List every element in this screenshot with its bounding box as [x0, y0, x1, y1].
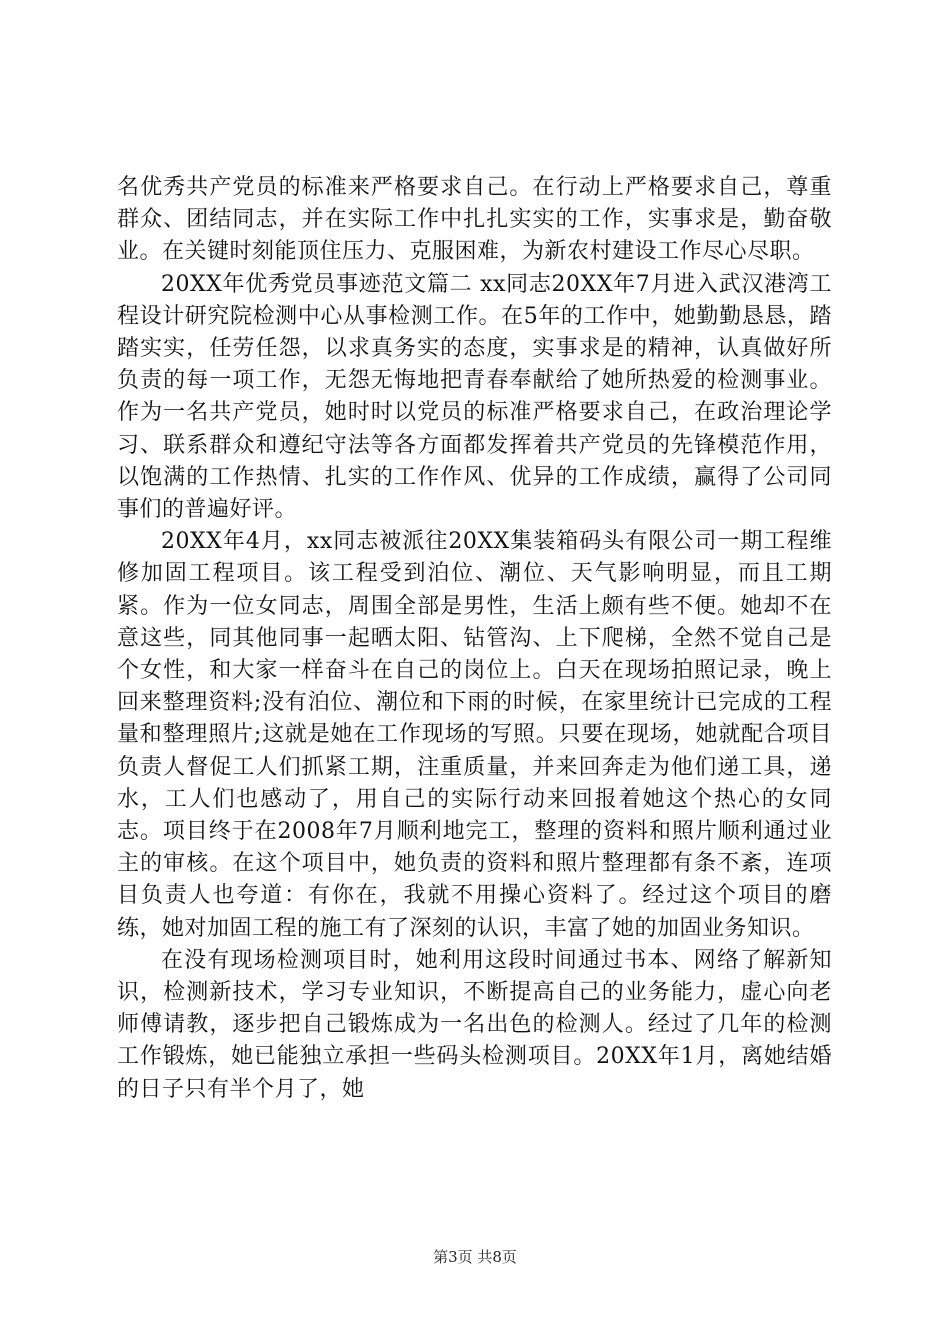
paragraph-4: 在没有现场检测项目时，她利用这段时间通过书本、网络了解新知识，检测新技术，学习专业知识，不断提高自己的业务能力，虚心向老师傅请教，逐步把自己锻炼成为一名出色的检测人。经过了几年的检测工作锻炼，她已能独立承担一些码头检测项目。20XX年1月，离她结婚的日子只有半个月了，她 — [117, 947, 832, 1102]
page-number-label: 第3页 共8页 — [433, 1248, 517, 1266]
paragraph-1: 名优秀共产党员的标准来严格要求自己。在行动上严格要求自己，尊重群众、团结同志，并在实际工作中扎扎实实的工作，实事求是，勤奋敬业。在关键时刻能顶住压力、克服困难，为新农村建设工作尽心尽职。 — [117, 175, 832, 265]
paragraph-3: 20XX年4月，xx同志被派往20XX集装箱码头有限公司一期工程维修加固工程项目。该工程受到泊位、潮位、天气影响明显，而且工期紧。作为一位女同志，周围全部是男性，生活上颇有些不便。她却不在意这些，同其他同事一起晒太阳、钻管沟、上下爬梯，全然不觉自己是个女性，和大家一样奋斗在自己的岗位上。白天在现场拍照记录，晚上回来整理资料;没有泊位、潮位和下雨的时候，在家里统计已完成的工程量和整理照片;这就是她在工作现场的写照。只要在现场，她就配合项目负责人督促工人们抓紧工期，注重质量，并来回奔走为他们递工具，递水，工人们也感动了，用自己的实际行动来回报着她这个热心的女同志。项目终于在2008年7月顺利地完工，整理的资料和照片顺利通过业主的审核。在这个项目中，她负责的资料和照片整理都有条不紊，连项目负责人也夸道：有你在，我就不用操心资料了。经过这个项目的磨练，她对加固工程的施工有了深刻的认识，丰富了她的加固业务知识。 — [117, 529, 832, 941]
page-footer — [0, 1247, 950, 1267]
paragraph-2: 20XX年优秀党员事迹范文篇二 xx同志20XX年7月进入武汉港湾工程设计研究院检测中心从事检测工作。在5年的工作中，她勤勤恳恳，踏踏实实，任劳任怨，以求真务实的态度，实事求是的精神，认真做好所负责的每一项工作，无怨无悔地把青春奉献给了她所热爱的检测事业。作为一名共产党员，她时时以党员的标准严格要求自己，在政治理论学习、联系群众和遵纪守法等各方面都发挥着共产党员的先锋模范作用，以饱满的工作热情、扎实的工作作风、优异的工作成绩，赢得了公司同事们的普遍好评。 — [117, 271, 832, 523]
document-body — [117, 172, 832, 1106]
